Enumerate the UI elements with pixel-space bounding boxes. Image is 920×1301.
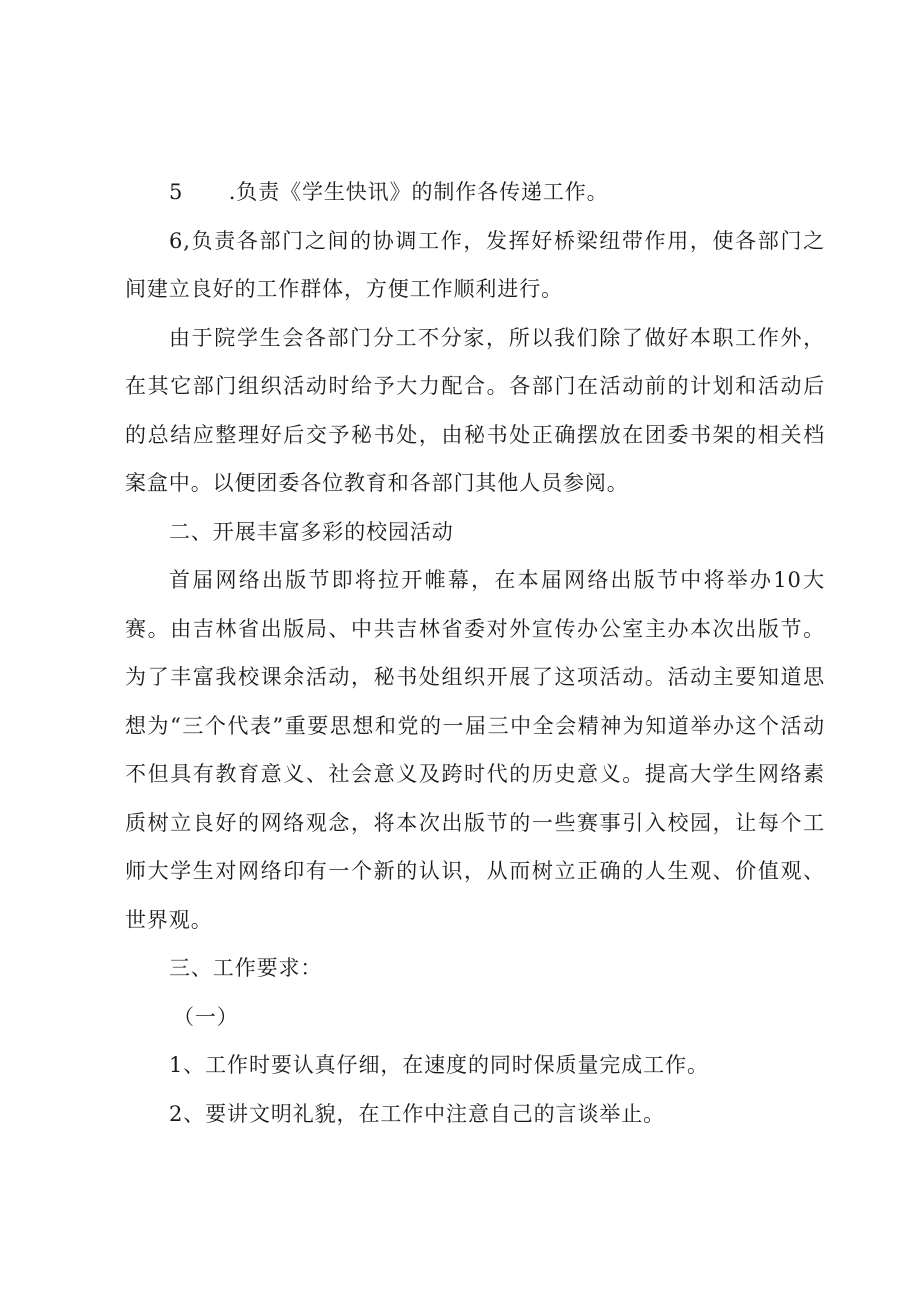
- heading-activities: 二、开展丰富多彩的校园活动: [169, 519, 454, 544]
- paragraph-item-5: 5 .负责《学生快讯》的制作各传递工作。: [169, 180, 609, 204]
- document-body: [125, 168, 825, 1138]
- heading-requirements: 三、工作要求：: [169, 956, 323, 980]
- requirement-1: 1、工作时要认真仔细，在速度的同时保质量完成工作。: [169, 1053, 709, 1077]
- subheading-one: （一）: [173, 1004, 239, 1029]
- paragraph-festival: 首届网络出版节即将拉开帷幕，在本届网络出版节中将举办10大赛。由吉林省出版局、中共吉林省委对外宣传办公室主办本次出版节。为了丰富我校课余活动，秘书处组织开展了这项活动。活动主要知道思想为“三个代表”重要思想和党的一届三中全会精神为知道举办这个活动不但具有教育意义、社会意义及跨时代的历史意义。提高大学生网络素质树立良好的网络观念，将本次出版节的一些赛事引入校园，让每个工师大学生对网络印有一个新的认识，从而树立正确的人生观、价值观、世界观。: [125, 568, 825, 932]
- paragraph-cooperation: 由于院学生会各部门分工不分家，所以我们除了做好本职工作外，在其它部门组织活动时给予大力配合。各部门在活动前的计划和活动后的总结应整理好后交予秘书处，由秘书处正确摆放在团委书架的相关档案盒中。以便团委各位教育和各部门其他人员参阅。: [125, 325, 825, 495]
- requirement-2: 2、要讲文明礼貌，在工作中注意自己的言谈举止。: [169, 1101, 666, 1126]
- paragraph-item-6: 6,负责各部门之间的协调工作，发挥好桥梁纽带作用，使各部门之间建立良好的工作群体，方便工作顺利进行。: [125, 228, 825, 301]
